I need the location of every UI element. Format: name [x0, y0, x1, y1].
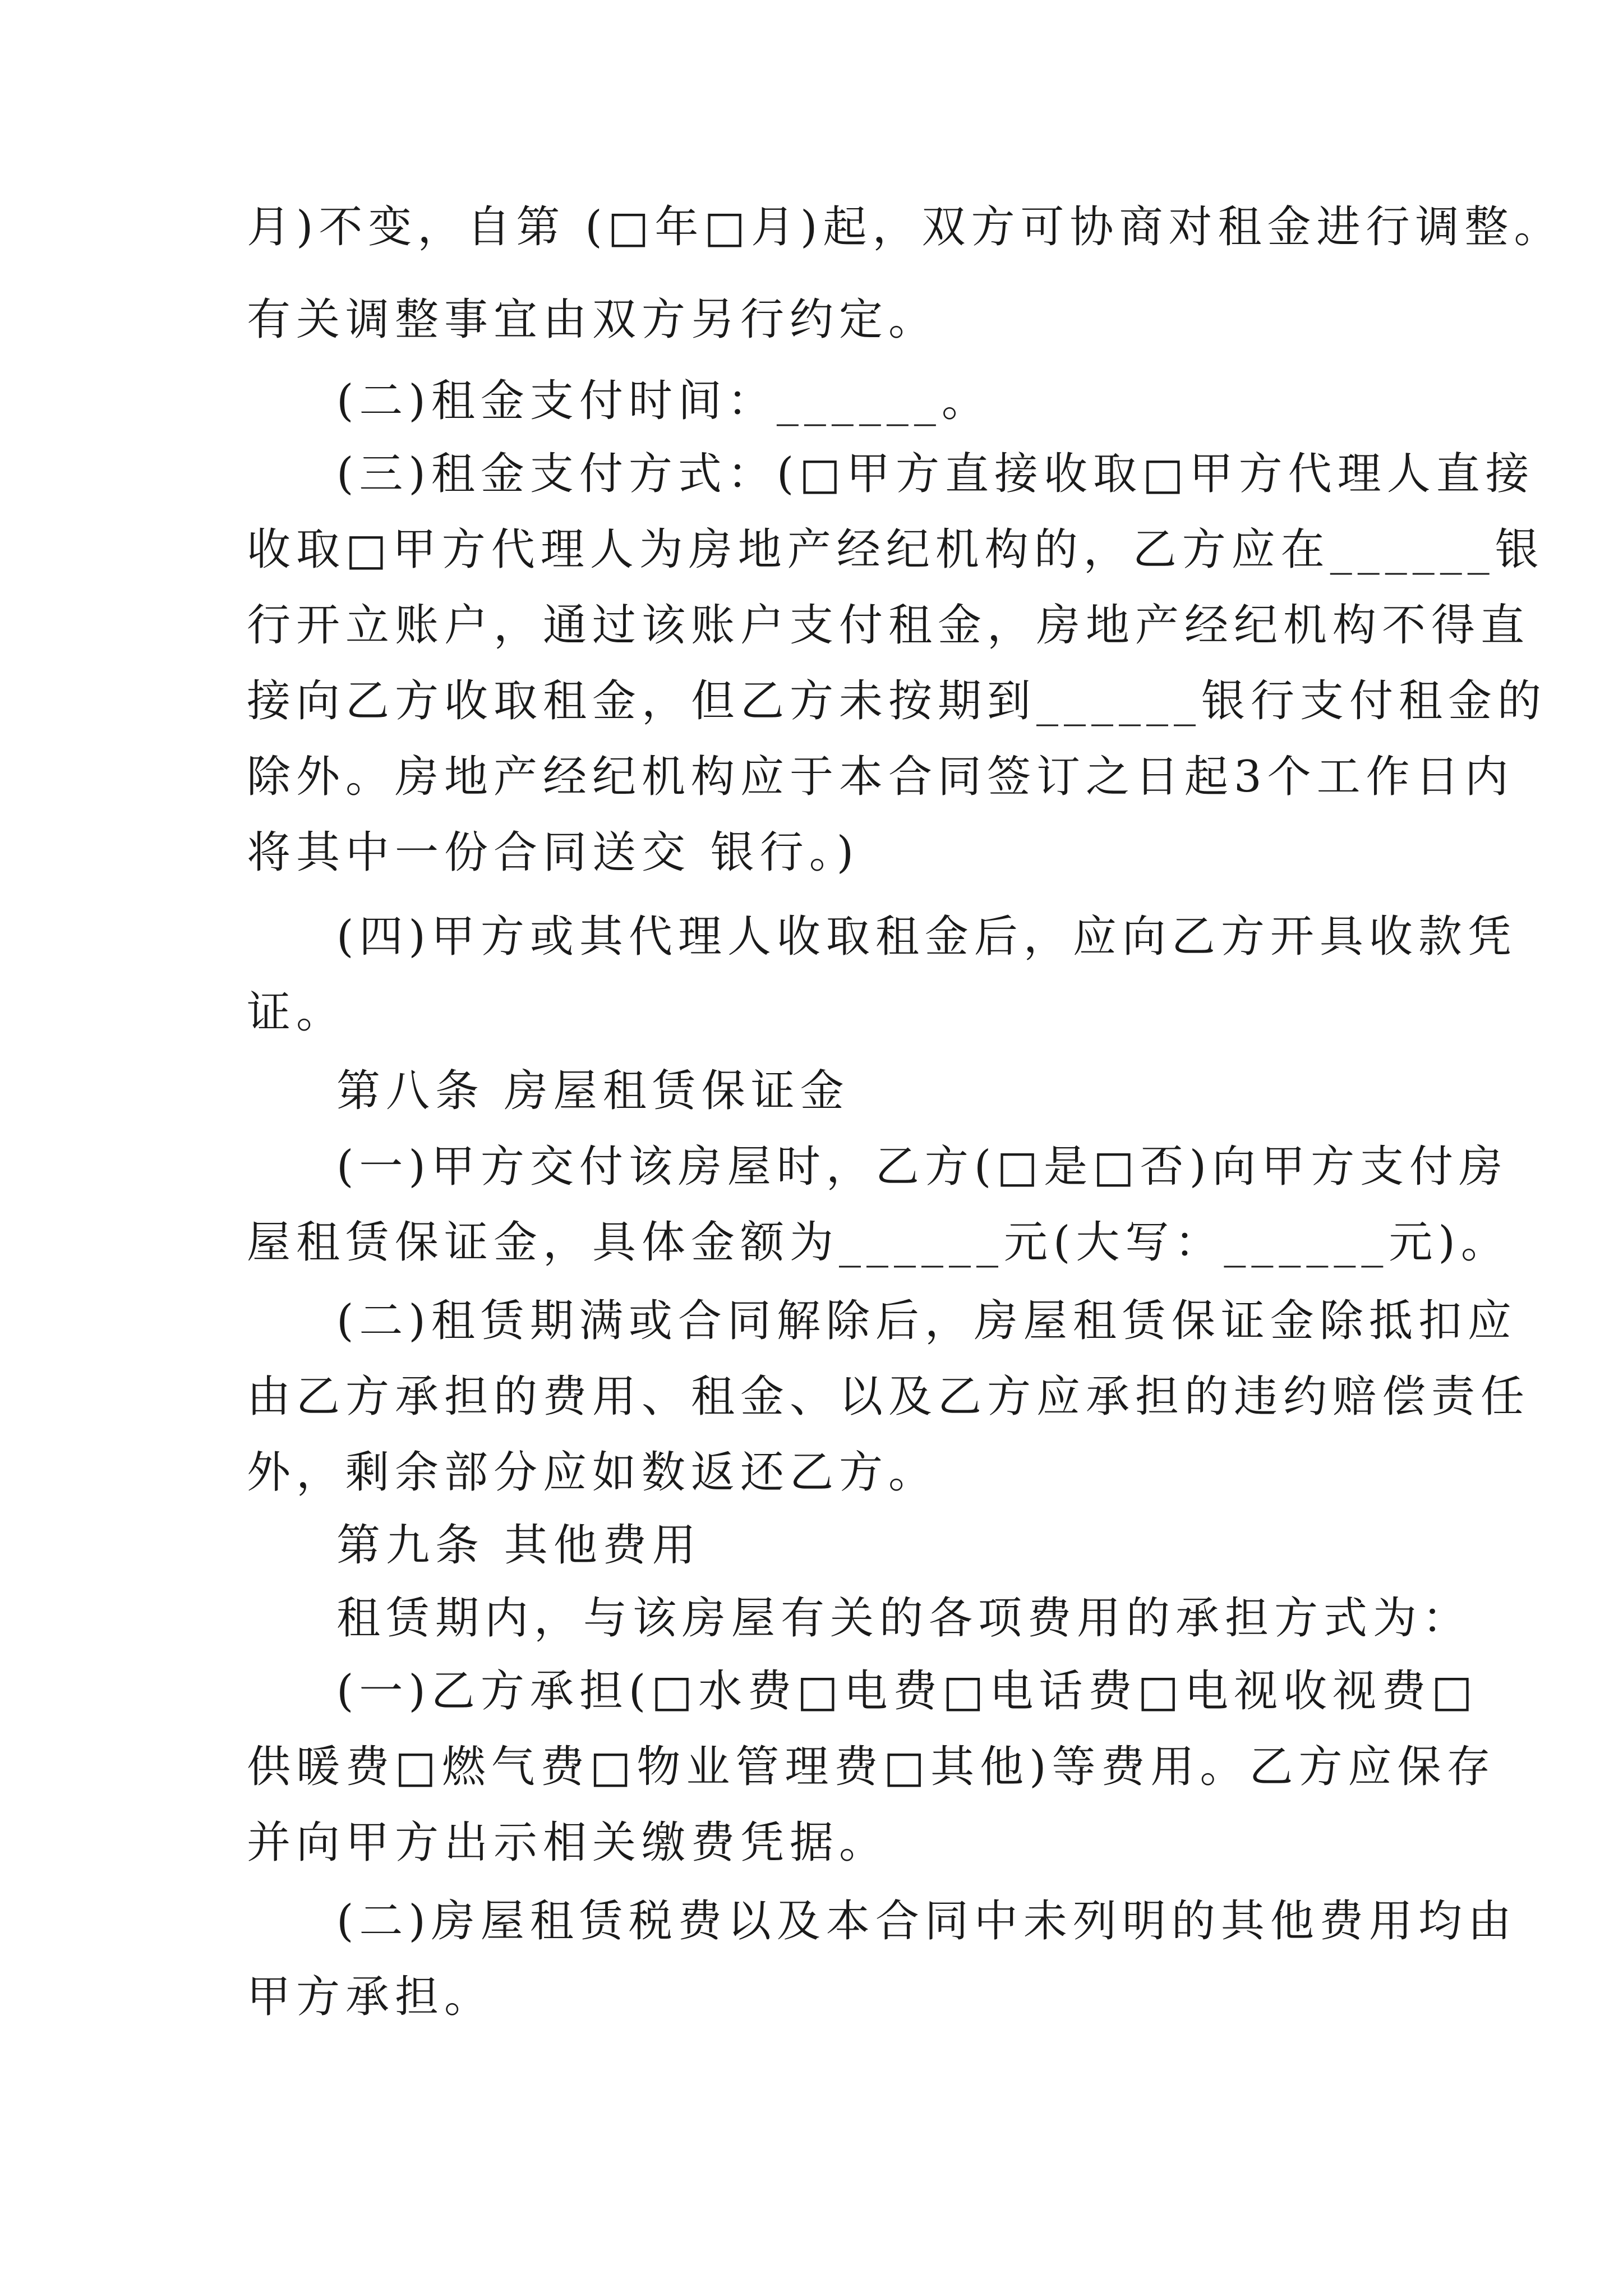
text-line: 屋租赁保证金，具体金额为______元(大写：______元)。: [247, 1217, 1510, 1268]
text-line: 供暖费□燃气费□物业管理费□其他)等费用。乙方应保存: [247, 1742, 1496, 1792]
text-line: (一)乙方承担(□水费□电费□电话费□电视收视费□: [336, 1666, 1478, 1717]
text-line: 租赁期内，与该房屋有关的各项费用的承担方式为：: [336, 1593, 1472, 1644]
text-line: (四)甲方或其代理人收取租金后，应向乙方开具收款凭: [336, 912, 1517, 962]
text-line: 由乙方承担的费用、租金、以及乙方应承担的违约赔偿责任: [247, 1372, 1530, 1422]
text-line: 证。: [247, 987, 346, 1038]
text-line: 行开立账户，通过该账户支付租金，房地产经纪机构不得直: [247, 600, 1530, 651]
text-line: 甲方承担。: [247, 1972, 494, 2022]
text-line: 将其中一份合同送交 银行。): [247, 827, 860, 878]
text-line: 接向乙方收取租金，但乙方未按期到______银行支付租金的: [247, 676, 1547, 726]
text-line: 并向甲方出示相关缴费凭据。: [247, 1818, 889, 1868]
text-line: 外，剩余部分应如数返还乙方。: [247, 1447, 938, 1498]
text-line: (三)租金支付方式：(□甲方直接收取□甲方代理人直接: [336, 449, 1535, 499]
text-line: 收取□甲方代理人为房地产经纪机构的，乙方应在______银: [247, 524, 1544, 575]
text-line: 月)不变，自第 (□年□月)起，双方可协商对租金进行调整。: [247, 202, 1564, 252]
text-line: (二)租金支付时间：______。: [336, 376, 991, 426]
text-line: (二)房屋租赁税费以及本合同中未列明的其他费用均由: [336, 1896, 1517, 1947]
section-heading: 第八条 房屋租赁保证金: [336, 1066, 850, 1116]
section-heading: 第九条 其他费用: [336, 1520, 702, 1571]
text-line: (一)甲方交付该房屋时，乙方(□是□否)向甲方支付房: [336, 1142, 1509, 1192]
text-line: 有关调整事宜由双方另行约定。: [247, 295, 938, 345]
text-line: (二)租赁期满或合同解除后，房屋租赁保证金除抵扣应: [336, 1296, 1517, 1346]
text-line: 除外。房地产经纪机构应于本合同签订之日起3个工作日内: [247, 752, 1514, 802]
